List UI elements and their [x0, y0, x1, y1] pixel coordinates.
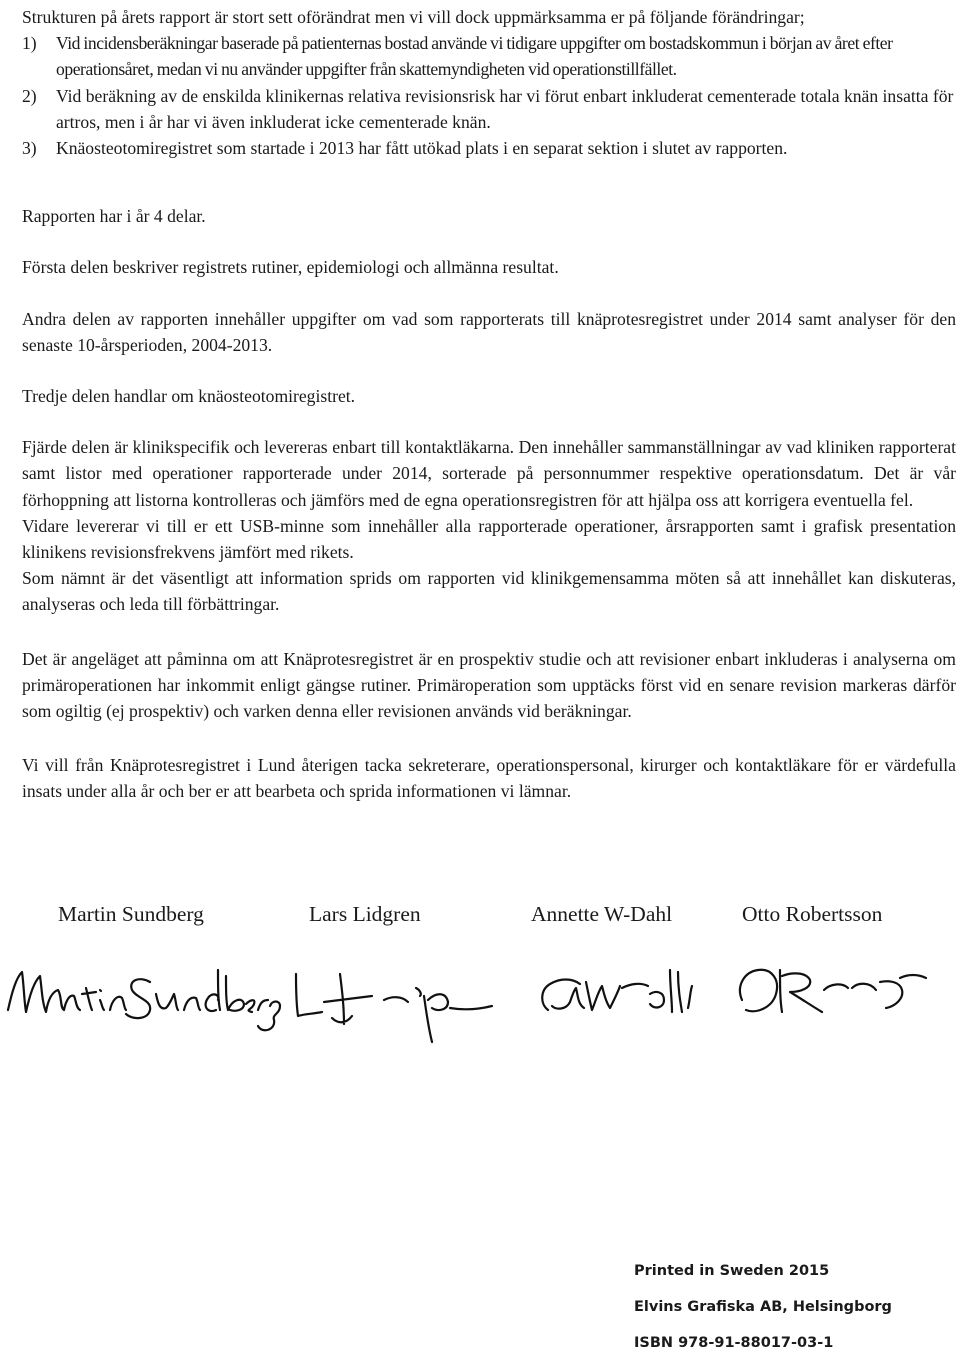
reminder-paragraph: Det är angeläget att påminna om att Knäprotesregistret är en prospektiv studie och att revisioner enbart inkluderas i analyserna om primäroperationen har inkommit enligt gängse rutiner. Primäroperation som upptäcks först vid en senare revision markeras därför som ogiltig (ej prospektiv) och varken denna eller revisionen används vid beräkningar. [22, 648, 956, 722]
handwritten-signatures [0, 930, 960, 1050]
parts-paragraph: Rapporten har i år 4 delar. [22, 206, 206, 227]
change-number: 1) [22, 33, 37, 54]
change-text: Vid incidensberäkningar baserade på patienternas bostad använde vi tidigare uppgifter om bostadskommun i början av året efter operationsåret, medan vi nu använder uppgifter från skattemyndigheten vid operationstillfället. [56, 33, 893, 80]
isbn-line: ISBN 978-91-88017-03-1 [634, 1335, 834, 1351]
part3-paragraph: Tredje delen handlar om knäosteotomiregistret. [22, 386, 356, 407]
signatory-name: Annette W-Dahl [531, 902, 673, 926]
signature-block [0, 900, 960, 1050]
signatory-name: Lars Lidgren [309, 902, 421, 926]
signatory-name: Otto Robertsson [742, 902, 883, 926]
report-text [22, 4, 956, 805]
intro-paragraph: Strukturen på årets rapport är stort sett oförändrat men vi vill dock uppmärksamma er på följande förändringar; [22, 7, 805, 27]
part1-paragraph: Första delen beskriver registrets rutiner, epidemiologi och allmänna resultat. [22, 257, 559, 278]
part2-paragraph: Andra delen av rapporten innehåller uppgifter om vad som rapporterats till knäprotesregistret under 2014 samt analyser för den senaste 10-årsperioden, 2004-2013. [22, 308, 956, 355]
change-number: 3) [22, 138, 37, 159]
meetings-paragraph: Som nämnt är det väsentligt att information sprids om rapporten vid klinikgemensamma möten så att innehållet kan diskuteras, analyseras och leda till förbättringar. [22, 568, 956, 615]
colophon [634, 1260, 892, 1368]
part4-paragraph: Fjärde delen är klinikspecifik och levereras enbart till kontaktläkarna. Den innehåller sammanställningar av vad kliniken rapporterat samt listor med operationer rapporterade under 2014, sorterade på personnummer respektive operationsdatum. Det är vår förhoppning att listorna kontrolleras och jämförs med de egna operationsregistren för att hjälpa oss att korrigera eventuella fel. [22, 437, 956, 510]
thanks-paragraph: Vi vill från Knäprotesregistret i Lund återigen tacka sekreterare, operationspersonal, kirurger och kontaktläkare för er värdefulla insats under alla år och ber er att bearbeta och sprida informationen vi lämnar. [22, 755, 956, 802]
changes-list [22, 30, 956, 161]
usb-paragraph: Vidare levererar vi till er ett USB-minne som innehåller alla rapporterade operationer, årsrapporten samt i grafisk presentation klinikens revisionsfrekvens jämfört med rikets. [22, 515, 956, 563]
change-text: Knäosteotomiregistret som startade i 2013 har fått utökad plats i en separat sektion i slutet av rapporten. [56, 138, 788, 159]
printed-line: Printed in Sweden 2015 [634, 1263, 830, 1279]
printer-line: Elvins Grafiska AB, Helsingborg [634, 1299, 892, 1315]
change-item [22, 83, 956, 135]
change-item [22, 30, 956, 82]
signatory-name: Martin Sundberg [58, 902, 204, 926]
change-item [22, 135, 956, 161]
change-text: Vid beräkning av de enskilda klinikernas relativa revisionsrisk har vi förut enbart inkluderat cementerade totala knän insatta för artros, men i år har vi även inkluderat icke cementerade knän. [56, 85, 954, 132]
change-number: 2) [22, 85, 37, 106]
